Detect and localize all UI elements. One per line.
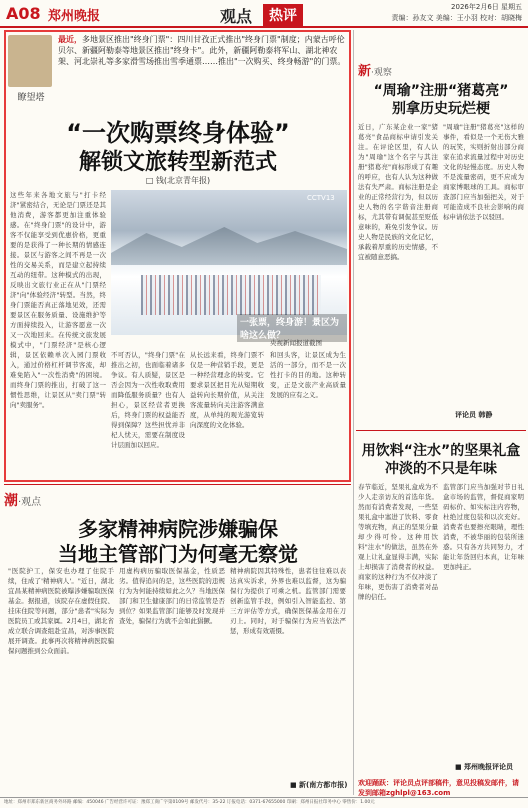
submission-notice: 欢迎踊跃：评论员点评部稿件，意见投稿发邮件，请发到邮箱zghlpl@163.com: [358, 779, 519, 797]
right-title2-line2: 冲淡的不只是年味: [385, 461, 497, 477]
page-number: A08: [6, 4, 41, 23]
feature-column-2: 不可否认，"终身门票"在推出之初，也面临着诸多争议。有人质疑，景区是否会因为一次性收取费用而降低服务质量？也有人担心，景区经营者更换后，终身门票的权益能否得到保障？这些担忧并非杞人忧天，需要在制度设计层面加以回应。: [111, 351, 185, 449]
second-column-2: 用虚构病历骗取医保基金，性质恶劣。值得追问的是，这些医院的违规行为为何能持续如此之久？当地医保部门和卫生健康部门的日常监管是否到位？如果监管部门能够及时发现并查处，骗保行为就不会如此猖獗。: [119, 567, 225, 625]
right-author1: 评论员 韩静: [455, 411, 493, 419]
photo-credit: 央视新闻报道截图: [270, 339, 322, 347]
right-title1-line2: 别拿历史玩烂梗: [392, 101, 490, 117]
second-section-label: [4, 490, 41, 510]
feature-lead: [58, 34, 346, 67]
right-column-d: 监管部门应当加强对节日礼盒市场的监管，督促商家明码标价、如实标注内容物，杜绝过度包装和以次充好。消费者也要擦亮眼睛，理性消费，不被华丽的包装所迷惑。只有各方共同努力，才能让年货回归本真，让年味更加纯正。: [443, 483, 524, 571]
section-divider: [4, 484, 351, 495]
second-column-1: "医院护工，保安也办理了住院手续，住成了'精神病人'。"近日，湖北宜昌某精神病医院被曝涉嫌骗取医保基金。据报道，该院存在虚假住院、挂床住院等问题，部分"患者"实际为医院员工或其家属。2月4日，湖北省成立联合调查组赴宜昌，对涉事医院展开调查。此事再次将精神病医院骗保问题推到公众面前。: [8, 567, 114, 655]
columnist-avatar: [8, 35, 52, 87]
second-author: ■ 新(南方都市报): [290, 781, 348, 789]
section-title: 观点: [220, 7, 253, 26]
right-section-label: [358, 60, 392, 79]
right-title1-line1: “周瑜”注册“猪葛亮”: [373, 83, 509, 99]
lead-bold: 最近，: [58, 35, 82, 44]
page-footer: 地址：郑州市郑东新区商务外环路 邮编：450046 广告经营许可证：豫郑工商广字第0109号 邮发代号：35-22 订报电话：0371-67655000 印刷：郑州日报社印务中心 零售价：1.00元: [0, 797, 528, 808]
right-column-a: 近日，广东某企业一家"猪葛亮"食品商标申请引发关注。在评论区里，有人认为"周瑜"这个名字与其注册"猪葛亮"商标形成了有趣的呼应，也有人认为这种做法有失严肃。商标注册是企业的正常经营行为，但以历史人物的名字谐音注册商标，尤其带有调侃甚至贬低意味的，难免引发争议。历史人物是民族的文化记忆，承载着厚重的历史情感，不宜被随意恶搞。: [358, 123, 438, 261]
feature-photo: [111, 190, 347, 341]
right-column-c: 春节临近，坚果礼盒成为不少人走亲访友的首选年货。然而有消费者发现，一些坚果礼盒中塞进了饮料、零食等填充物，真正的坚果分量却少得可怜。这种用饮料"注水"的做法，虽然在外观上让礼盒显得丰满，实际上却损害了消费者的权益。商家的这种行为不仅冲淡了年味，更伤害了消费者对品牌的信任。: [358, 483, 438, 601]
right-title2-line1: 用饮料“注水”的坚果礼盒: [361, 443, 521, 459]
column-divider: [353, 30, 354, 795]
lead-text: 多地景区推出"终身门票"：四川甘孜正式推出"终身门票"制度；内蒙古呼伦贝尔、新疆阿勒泰等地景区推出"终身卡"。此外，新疆阿勒泰将军山、湖北神农架、河北崇礼等多家滑雪场推出雪季通票……推出"一次购买、终身畅游"的门票。: [58, 35, 346, 66]
feature-title-line2: 解锁文旅转型新范式: [78, 150, 277, 175]
issue-date: 2026年2月6日 星期五: [451, 3, 522, 11]
mountain-graphic: [111, 225, 347, 265]
second-section-char: 潮: [4, 493, 18, 509]
feature-title-line1: “一次购票终身体验”: [66, 119, 290, 147]
feature-column-3: 从长远来看，终身门票不仅是一种营销手段，更是一种经营理念的转变。它要求景区把目光从短期收益转向长期价值，从关注客流量转向关注游客满意度，从单纯的观光游览转向深度的文化体验。: [190, 351, 264, 429]
right-section-char: 新: [358, 64, 372, 79]
second-title-line2: 当地主管部门为何毫无察觉: [58, 542, 298, 566]
tv-logo: CCTV13: [307, 194, 335, 202]
section-hot-badge: 热评: [263, 4, 303, 26]
columnist-name: 瞭望塔: [17, 93, 45, 103]
second-title-line1: 多家精神病院涉嫌骗保: [78, 517, 278, 541]
crowd-graphic: [141, 275, 321, 315]
feature-column-4: 和回头客，让景区成为生活的一部分，而不是一次性打卡的目的地。这种转变，正是文旅产业高质量发展的应有之义。: [270, 351, 346, 399]
second-column-3: 精神病院因其特殊性，患者往往难以表达真实诉求，外界也难以监督，这为骗保行为提供了可乘之机。监管部门需要创新监管手段，例如引入智能监控、第三方评估等方式，确保医保基金用在刀刃上。同时，对于骗保行为应当依法严惩，形成有效震慑。: [230, 567, 346, 635]
feature-column-1: 这些年来各地文旅与"打卡经济"紧密结合，无论是门票还是其他消费，游客都更加注重体验感。在"终身门票"的设计中，游客不仅能享受到优惠价格，更重要的是获得了一种长期的情感连接。景区与游客之间不再是一次性的交易关系，而是建立起持续互动的纽带。这种模式的出现，反映出文旅行业正在从"门票经济"向"体验经济"转型。当然，终身门票能否真正落地见效，还需要景区在服务质量、设施维护等方面持续投入，让游客愿意一次又一次地回来。在传统文旅发展模式中，"门票经济"是核心逻辑，景区依赖单次入园门票收入，通过价格杠杆调节客流，却难免陷入"一次性消费"的困境。而终身门票的推出，打破了这一惯性思维，让景区从"卖门票"转向"卖服务"。: [10, 191, 106, 409]
right-column-b: "周瑜"注册"猪葛亮"这样的事件，看似是一个无伤大雅的玩笑，实则折射出部分商家在追求流量过程中对历史文化的轻慢态度。历史人物不是流量密码，更不应成为商家博眼球的工具。商标审查部门应当加强把关，对于可能造成不良社会影响的商标申请依法予以驳回。: [443, 123, 524, 221]
paper-name: 郑州晚报: [48, 9, 101, 24]
photo-caption: 一张票，终身游！景区为啥这么做？: [237, 314, 347, 342]
right-section-sub: ·观察: [371, 68, 392, 78]
right-divider: [356, 430, 526, 431]
second-section-sub: ·观点: [18, 497, 42, 508]
feature-byline: □ 钱(北京青年报): [145, 176, 211, 185]
right-author2: ■ 郑州晚报评论员: [455, 763, 514, 771]
page-header: [0, 0, 528, 28]
editors-line: 责编：孙友文 美编：王小羽 校对：胡晓梅: [391, 14, 522, 22]
